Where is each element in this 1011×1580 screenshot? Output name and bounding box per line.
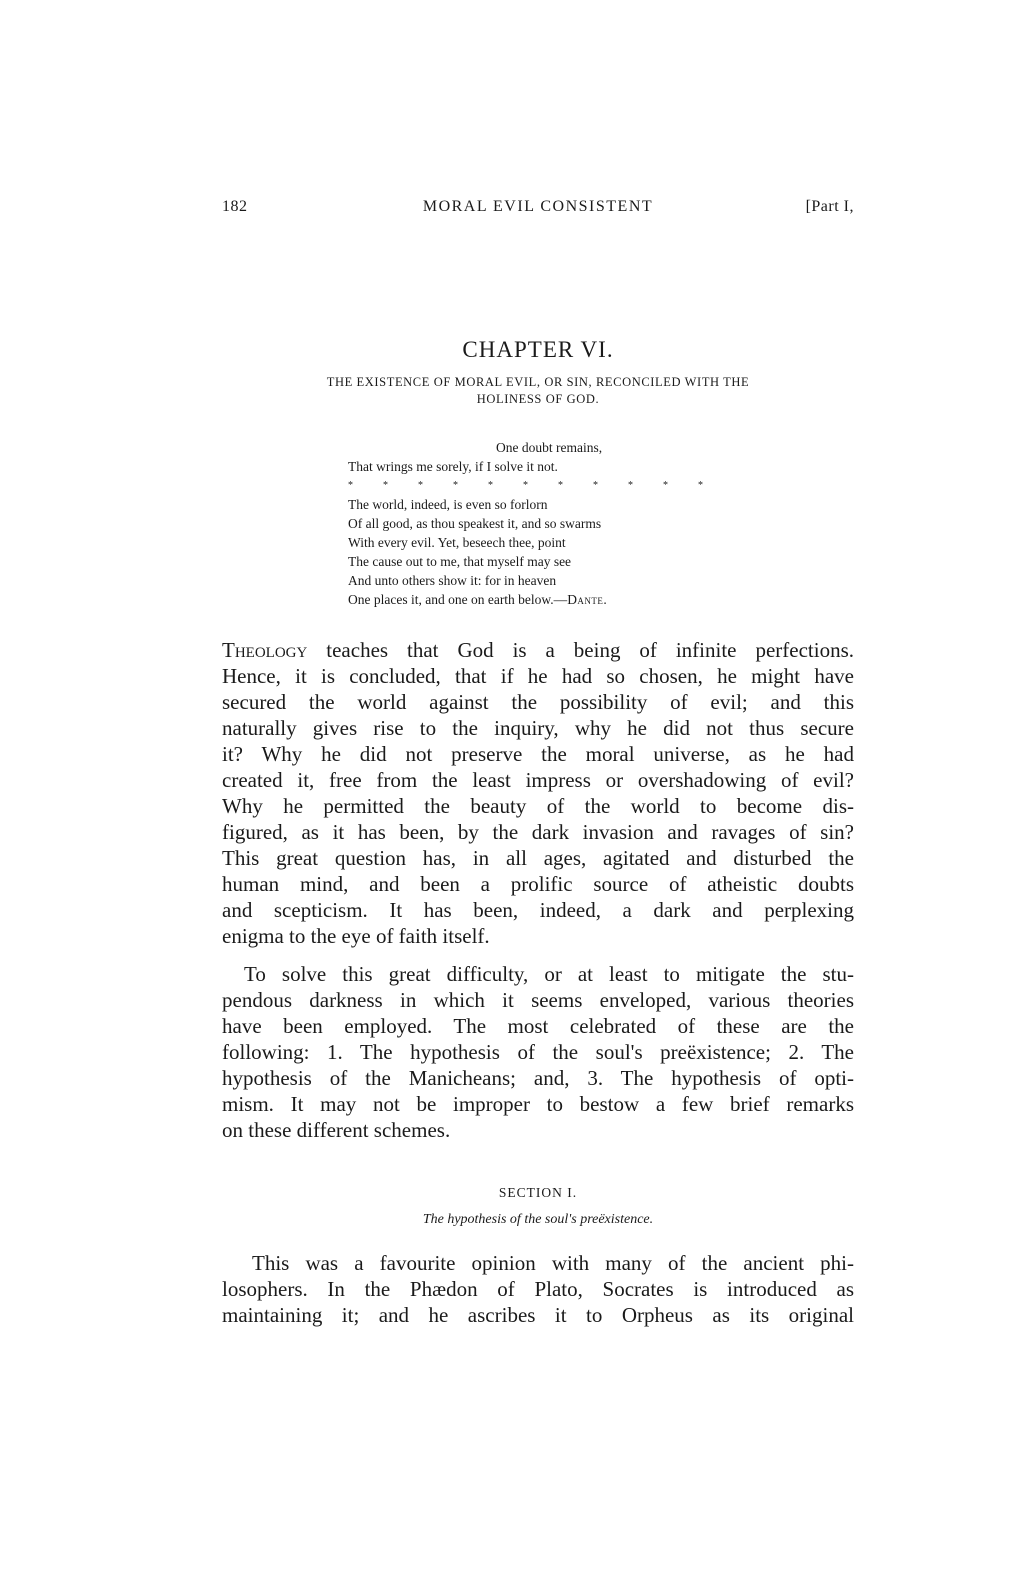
text-line: To solve this great difficulty, or at least to mitigate the stu-: [244, 962, 854, 986]
running-header: [222, 198, 854, 220]
chapter-subtitle: [252, 374, 824, 408]
text-line: on these different schemes.: [222, 1118, 451, 1142]
text-line-rest: teaches that God is a being of infinite perfections.: [307, 638, 854, 662]
text-line: losophers. In the Phædon of Plato, Socrates is introduced as: [222, 1277, 854, 1301]
page-number: 182: [222, 198, 248, 215]
text-line: hypothesis of the Manicheans; and, 3. The hypothesis of opti-: [222, 1066, 854, 1090]
chapter-subtitle-line: THE EXISTENCE OF MORAL EVIL, OR SIN, RECONCILED WITH THE: [326, 375, 750, 389]
epigraph-line: With every evil. Yet, beseech thee, point: [348, 535, 566, 550]
text-line: mism. It may not be improper to bestow a few brief remarks: [222, 1092, 854, 1116]
lead-word: Theology: [222, 638, 308, 662]
epigraph-line-text: One places it, and one on earth below.—: [348, 592, 568, 607]
paragraph-1: [222, 637, 854, 949]
paragraph-3: [222, 1250, 854, 1328]
text-line: figured, as it has been, by the dark invasion and ravages of sin?: [222, 820, 854, 844]
epigraph-line: That wrings me sorely, if I solve it not.: [348, 459, 558, 474]
text-line: Why he permitted the beauty of the world to become dis-: [222, 794, 854, 818]
section-heading: SECTION I.: [498, 1185, 578, 1200]
epigraph-line: [348, 590, 768, 609]
part-label: [Part I,: [805, 198, 854, 215]
text-line: maintaining it; and he ascribes it to Orpheus as its original: [222, 1303, 854, 1327]
text-line: secured the world against the possibility of evil; and this: [222, 690, 854, 714]
text-line: naturally gives rise to the inquiry, why he did not thus secure: [222, 716, 854, 740]
text-line: human mind, and been a prolific source of atheistic doubts: [222, 872, 854, 896]
running-title: MORAL EVIL CONSISTENT: [422, 198, 654, 215]
epigraph-line: The world, indeed, is even so forlorn: [348, 497, 548, 512]
text-line: Hence, it is concluded, that if he had so chosen, he might have: [222, 664, 854, 688]
text-line: This was a favourite opinion with many of the ancient phi-: [252, 1251, 854, 1275]
section-subheading: The hypothesis of the soul's preëxistence.: [422, 1212, 654, 1227]
chapter-title: CHAPTER VI.: [462, 337, 614, 362]
epigraph-line: And unto others show it: for in heaven: [348, 573, 557, 588]
chapter-subtitle-line: HOLINESS OF GOD.: [476, 392, 600, 406]
text-line: [222, 637, 854, 663]
text-line: enigma to the eye of faith itself.: [222, 924, 490, 948]
epigraph: [348, 438, 768, 609]
epigraph-line: The cause out to me, that myself may see: [348, 554, 572, 569]
text-line: pendous darkness in which it seems enveloped, various theories: [222, 988, 854, 1012]
text-line: it? Why he did not preserve the moral universe, as he had: [222, 742, 854, 766]
text-line: This great question has, in all ages, agitated and disturbed the: [222, 846, 854, 870]
epigraph-line: Of all good, as thou speakest it, and so swarms: [348, 516, 602, 531]
text-line: and scepticism. It has been, indeed, a dark and perplexing: [222, 898, 854, 922]
text-line: following: 1. The hypothesis of the soul's preëxistence; 2. The: [222, 1040, 854, 1064]
epigraph-author: Dante.: [567, 592, 608, 607]
ellipsis-dots: * * * * * * * * * * *: [348, 480, 703, 491]
paragraph-2: [222, 961, 854, 1143]
text-line: created it, free from the least impress or overshadowing of evil?: [222, 768, 854, 792]
epigraph-line: One doubt remains,: [496, 440, 603, 455]
text-line: have been employed. The most celebrated of these are the: [222, 1014, 854, 1038]
